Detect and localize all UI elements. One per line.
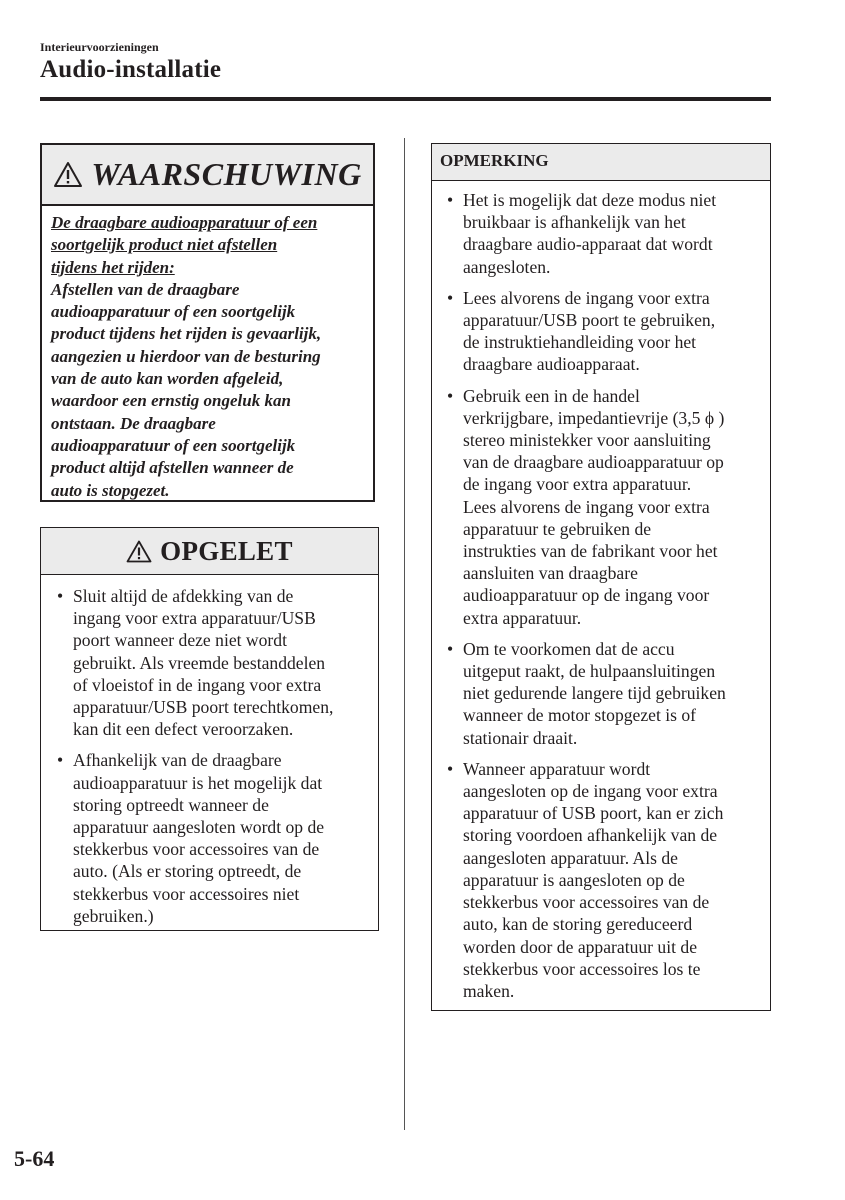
note-line: aangesloten op de ingang voor extra <box>463 781 718 802</box>
note-line: audioapparatuur op de ingang voor <box>463 585 710 606</box>
note-line: • Lees alvorens de ingang voor extra <box>463 287 710 308</box>
warning-body <box>42 206 373 502</box>
warning-triangle-icon <box>53 161 83 188</box>
note-line: niet gedurende langere tijd gebruiken <box>463 683 726 704</box>
warning-header <box>42 145 373 206</box>
caution-line: kan dit een defect veroorzaken. <box>73 719 294 740</box>
caution-box <box>40 527 379 931</box>
note-line: apparatuur/USB poort te gebruiken, <box>463 310 716 331</box>
warning-text-line: waardoor een ernstig ongeluk kan <box>51 391 291 411</box>
caution-item <box>54 585 368 740</box>
warning-subtitle <box>51 212 363 279</box>
note-line: apparatuur of USB poort, kan er zich <box>463 803 724 824</box>
warning-text-line: audioapparatuur of een soortgelijk <box>51 435 296 455</box>
caution-body <box>41 575 378 927</box>
warning-text-line: audioapparatuur of een soortgelijk <box>51 302 296 322</box>
note-line: • Om te voorkomen dat de accu <box>463 638 675 659</box>
note-line: van de draagbare audioapparatuur op <box>463 452 724 473</box>
warning-box <box>40 143 375 502</box>
note-line: verkrijgbare, impedantievrije (3,5 ϕ ) <box>463 407 725 428</box>
warning-text-line: aangezien u hierdoor van de besturing <box>51 346 321 366</box>
note-line: auto, kan de storing gereduceerd <box>463 914 693 935</box>
warning-triangle-icon <box>126 540 152 563</box>
caution-title: OPGELET <box>160 535 293 566</box>
note-body <box>432 181 770 1002</box>
note-item <box>444 638 762 749</box>
warning-text-line: ontstaan. De draagbare <box>51 413 216 433</box>
caution-line: gebruikt. Als vreemde bestanddelen <box>73 652 326 673</box>
warning-title: WAARSCHUWING <box>91 156 362 192</box>
note-item <box>444 287 762 376</box>
page-number: 5-64 <box>14 1146 55 1171</box>
note-line: stekkerbus voor accessoires van de <box>463 892 710 913</box>
warning-subtitle-line: tijdens het rijden: <box>51 257 175 277</box>
note-line: • Gebruik een in de handel <box>463 385 640 406</box>
note-line: maken. <box>463 980 515 1001</box>
note-line: • Wanneer apparatuur wordt <box>463 758 651 779</box>
note-line: apparatuur is aangesloten op de <box>463 869 685 890</box>
note-title: OPMERKING <box>432 144 770 181</box>
warning-text-line: van de auto kan worden afgeleid, <box>51 369 284 389</box>
note-item <box>444 385 762 629</box>
note-line: uitgeput raakt, de hulpaansluitingen <box>463 661 716 682</box>
note-line: aangesloten apparatuur. Als de <box>463 847 678 868</box>
caution-line: audioapparatuur is het mogelijk dat <box>73 772 323 793</box>
warning-text-line: Afstellen van de draagbare <box>51 279 240 299</box>
caution-item <box>54 749 368 927</box>
caution-line: • Sluit altijd de afdekking van de <box>73 586 294 606</box>
caution-header <box>41 528 378 575</box>
note-line: storing voordoen afhankelijk van de <box>463 825 718 846</box>
caution-line: • Afhankelijk van de draagbare <box>73 750 282 771</box>
note-line: • Het is mogelijk dat deze modus niet <box>463 190 717 210</box>
note-line: worden door de apparatuur uit de <box>463 936 698 957</box>
caution-line: stekkerbus voor accessoires van de <box>73 839 320 860</box>
note-line: stereo ministekker voor aansluiting <box>463 430 711 451</box>
note-line: draagbare audio-apparaat dat wordt <box>463 234 713 255</box>
caution-line: of vloeistof in de ingang voor extra <box>73 674 322 695</box>
caution-line: apparatuur/USB poort terechtkomen, <box>73 697 334 718</box>
page-title: Audio-installatie <box>40 56 222 83</box>
warning-text-line: auto is stopgezet. <box>51 480 170 500</box>
note-line: wanneer de motor stopgezet is of <box>463 705 697 726</box>
warning-subtitle-line: De draagbare audioapparatuur of een <box>51 213 318 232</box>
note-line: apparatuur te gebruiken de <box>463 518 652 539</box>
title-rule <box>40 97 771 101</box>
note-line: bruikbaar is afhankelijk van het <box>463 212 686 233</box>
caution-line: auto. (Als er storing optreedt, de <box>73 861 302 882</box>
caution-line: apparatuur aangesloten wordt op de <box>73 817 325 838</box>
note-item <box>444 189 762 278</box>
note-line: stekkerbus voor accessoires los te <box>463 958 701 979</box>
note-line: draagbare audioapparaat. <box>463 354 640 375</box>
note-item <box>444 758 762 1002</box>
note-line: de instruktiehandleiding voor het <box>463 332 697 353</box>
caution-line: storing optreedt wanneer de <box>73 794 269 815</box>
note-box <box>431 143 771 1011</box>
warning-text-line: product tijdens het rijden is gevaarlijk, <box>51 324 322 344</box>
caution-line: gebruiken.) <box>73 905 154 926</box>
warning-text <box>51 279 363 502</box>
note-line: instrukties van de fabrikant voor het <box>463 541 718 562</box>
caution-line: stekkerbus voor accessoires niet <box>73 883 300 904</box>
note-line: Lees alvorens de ingang voor extra <box>463 496 710 517</box>
section-label: Interieurvoorzieningen <box>40 40 159 54</box>
warning-subtitle-line: soortgelijk product niet afstellen <box>51 235 278 255</box>
caution-line: ingang voor extra apparatuur/USB <box>73 608 316 629</box>
caution-line: poort wanneer deze niet wordt <box>73 630 287 651</box>
note-line: aansluiten van draagbare <box>463 563 638 584</box>
column-divider <box>404 138 405 1130</box>
note-line: stationair draait. <box>463 727 578 748</box>
note-line: extra apparatuur. <box>463 607 582 628</box>
note-line: aangesloten. <box>463 256 551 277</box>
note-line: de ingang voor extra apparatuur. <box>463 474 692 495</box>
warning-text-line: product altijd afstellen wanneer de <box>51 458 294 478</box>
